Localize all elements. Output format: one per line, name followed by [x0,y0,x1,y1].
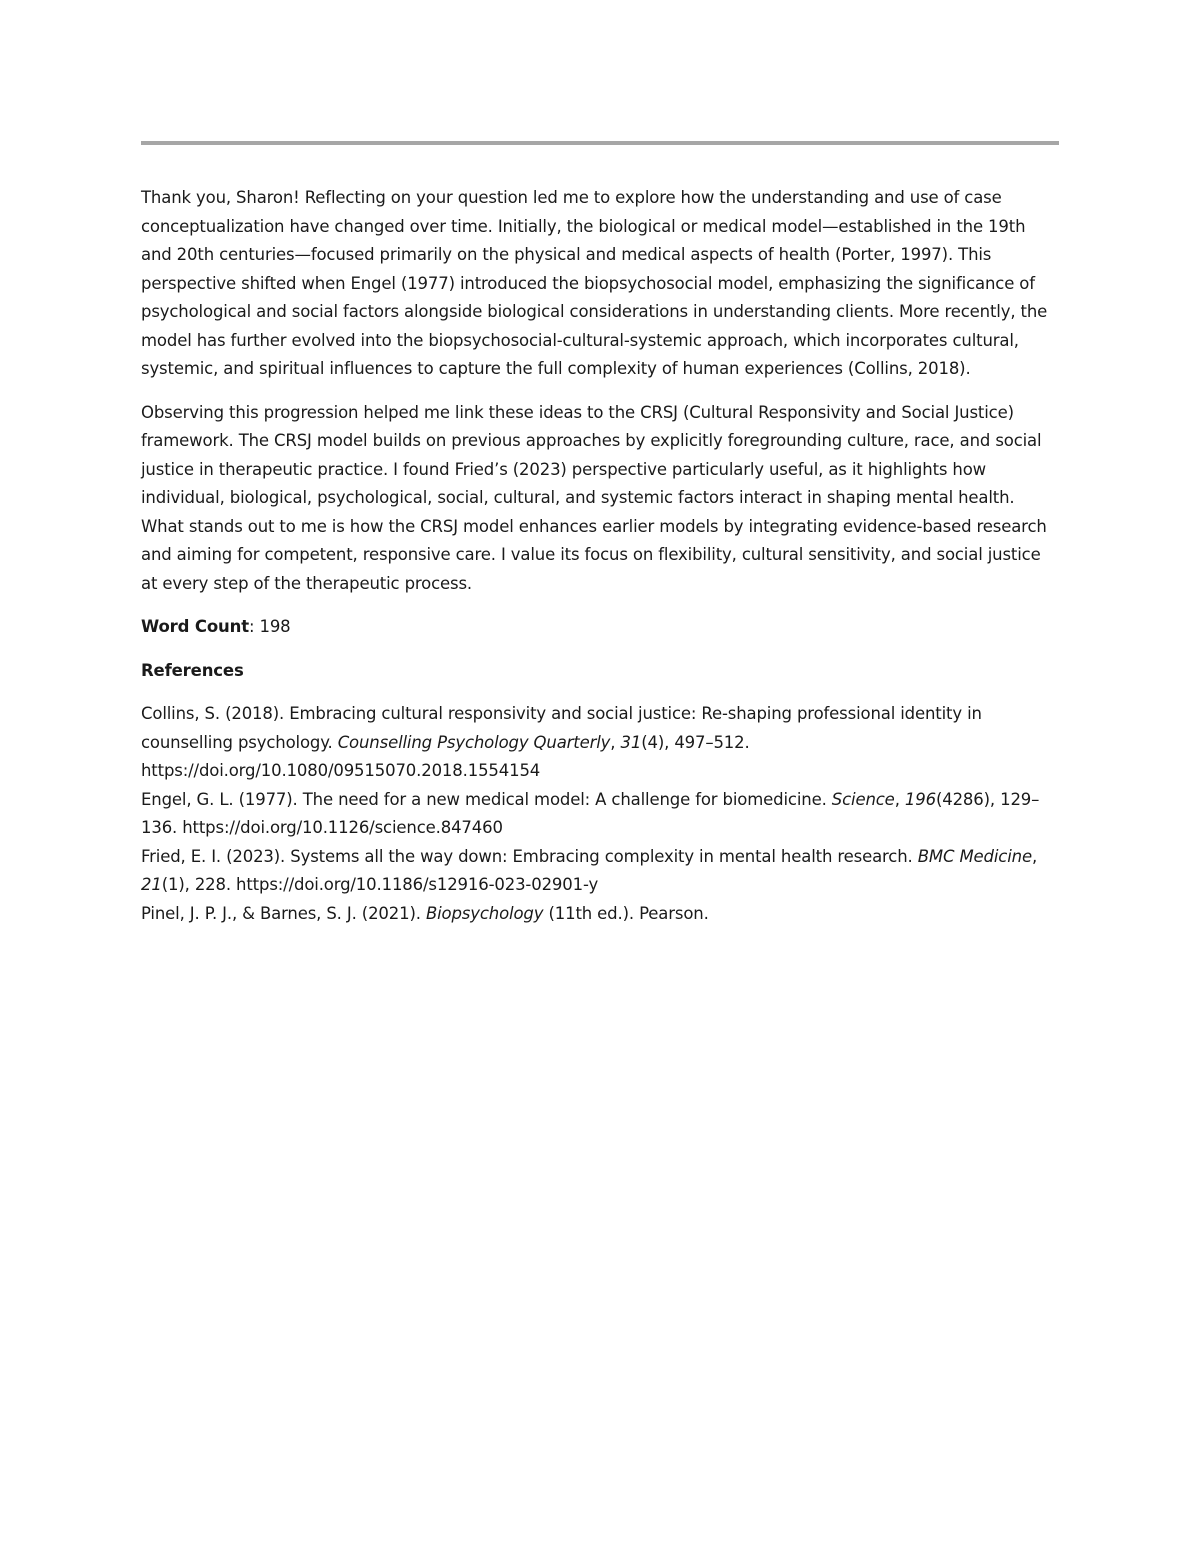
reference-separator: , [894,789,905,809]
word-count [141,613,1059,642]
reference-details: (4286), 129–136. https://doi.org/10.1126/science.847460 [141,789,1040,837]
reference-volume: 21 [141,875,162,894]
reference-volume: 196 [904,789,936,809]
reference-separator: , [1031,846,1038,866]
reference-entry [141,786,1059,843]
reference-journal: BMC Medicine [917,846,1032,866]
reference-text: Pinel, J. P. J., & Barnes, S. J. (2021). [141,903,426,923]
references-heading: References [141,660,244,680]
body-paragraph: Thank you, Sharon! Reflecting on your question led me to explore how the understanding and use of case conceptualization have changed over time. Initially, the biological or medical model—established in the 19th and 20th centuries—focused primarily on the physical and medical aspects of health (Porter, 1997). This perspective shifted when Engel (1977) introduced the biopsychosocial model, emphasizing the significance of psychological and social factors alongside biological considerations in understanding clients. More recently, the model has further evolved into the biopsychosocial-cultural-systemic approach, which incorporates cultural, systemic, and spiritual influences to capture the full complexity of human experiences (Collins, 2018). [141,188,1048,378]
word-count-value: 198 [254,617,291,636]
reference-details: (4), 497–512. https://doi.org/10.1080/09515070.2018.1554154 [141,732,750,780]
word-count-separator: : [248,617,255,636]
reference-journal: Counselling Psychology Quarterly [337,732,611,752]
word-count-label: Word Count [141,617,249,636]
reference-details: (1), 228. https://doi.org/10.1186/s12916-023-02901-y [161,875,599,894]
reference-volume: 31 [620,732,642,752]
body-paragraph: Observing this progression helped me link these ideas to the CRSJ (Cultural Responsivity and Social Justice) framework. The CRSJ model builds on previous approaches by explicitly foregrounding culture, race, and social justice in therapeutic practice. I found Fried’s (2023) perspective particularly useful, as it highlights how individual, biological, psychological, social, cultural, and systemic factors interact in shaping mental health. What stands out to me is how the CRSJ model enhances earlier models by integrating evidence-based research and aiming for competent, responsive care. I value its focus on flexibility, cultural sensitivity, and social justice at every step of the therapeutic process. [141,402,1047,593]
reference-entry [141,700,1059,786]
reference-separator: , [610,732,621,752]
reference-text: Fried, E. I. (2023). Systems all the way down: Embracing complexity in mental health research. [141,846,918,866]
reference-entry [141,843,1059,900]
horizontal-divider [141,141,1059,145]
reference-text: Engel, G. L. (1977). The need for a new medical model: A challenge for biomedicine. [141,789,832,809]
reference-details: (11th ed.). Pearson. [543,903,709,923]
reference-text: Collins, S. (2018). Embracing cultural responsivity and social justice: Re-shaping professional identity in counselling psychology. [141,704,982,752]
reference-entry [141,900,1059,929]
reference-journal: Science [831,789,895,809]
reference-journal: Biopsychology [425,903,544,923]
document-body [141,184,1059,928]
